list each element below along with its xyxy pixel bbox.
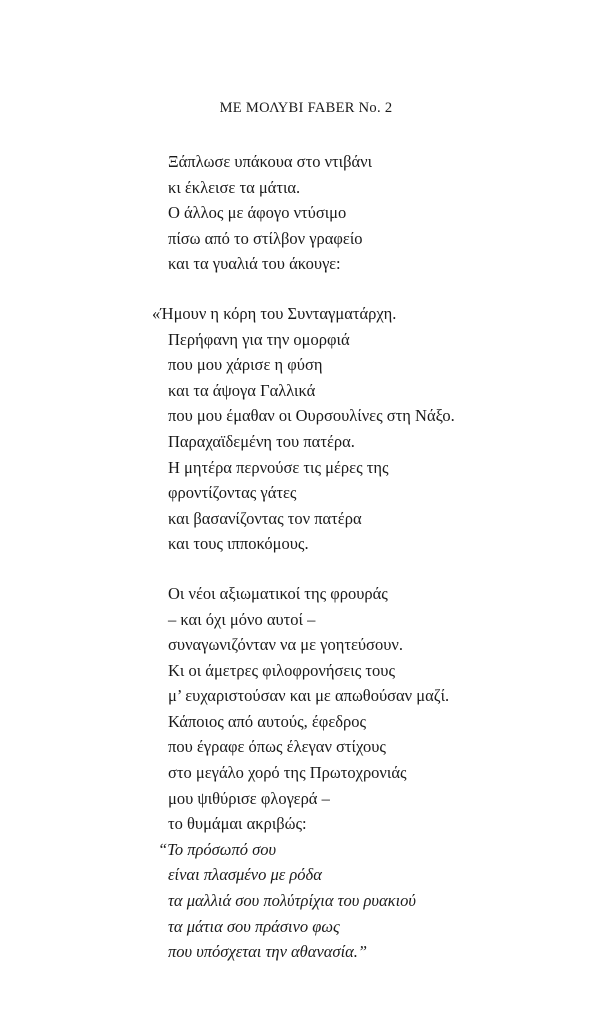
stanza-3 [0,581,612,965]
poem-line: «Ήμουν η κόρη του Συνταγματάρχη. [152,303,397,323]
poem-line: Ο άλλος με άφογο ντύσιμο [168,203,347,223]
poem-line-italic: “Το πρόσωπό σου [158,839,277,859]
poem-line: – και όχι μόνο αυτοί – [168,609,316,629]
poem-line: το θυμάμαι ακριβώς: [168,814,307,834]
poem-line: Περήφανη για την ομορφιά [168,329,350,349]
poem-line: πίσω από το στίλβον γραφείο [168,228,363,248]
poem-line: συναγωνιζόνταν να με γοητεύσουν. [168,635,403,655]
poem-line: και τα άψογα Γαλλικά [168,380,316,400]
poem-line: μ’ ευχαριστούσαν και με απωθούσαν μαζί. [168,686,450,706]
poem-line: στο μεγάλο χορό της Πρωτοχρονιάς [168,763,407,783]
poem-body [0,149,612,965]
poem-line: που έγραφε όπως έλεγαν στίχους [168,737,386,757]
poem-line: μου ψιθύρισε φλογερά – [168,788,330,808]
poem-line: που μου έμαθαν οι Ουρσουλίνες στη Νάξο. [168,406,455,426]
poem-line: κι έκλεισε τα μάτια. [168,177,301,197]
poem-line: και τα γυαλιά του άκουγε: [168,254,341,274]
poem-line: Κάποιος από αυτούς, έφεδρος [168,711,367,731]
poem-line: Παραχαϊδεμένη του πατέρα. [168,431,355,451]
poem-line: και βασανίζοντας τον πατέρα [168,508,362,528]
poem-line-italic: είναι πλασμένο με ρόδα [168,865,322,885]
poem-line: Κι οι άμετρες φιλοφρονήσεις τους [168,660,395,680]
poem-line: Οι νέοι αξιωματικοί της φρουράς [168,583,388,603]
poem-line-italic: που υπόσχεται την αθανασία.” [168,942,368,962]
poem-line: που μου χάρισε η φύση [168,355,323,375]
poem-title: ΜΕ ΜΟΛΥΒΙ FABER No. 2 [219,100,393,116]
poem-line: φροντίζοντας γάτες [168,483,297,503]
poem-line: Η μητέρα περνούσε τις μέρες της [168,457,389,477]
poem-line-italic: τα μαλλιά σου πολύτρίχια του ρυακιού [168,891,416,911]
stanza-2 [0,301,612,557]
poem-line: και τους ιπποκόμους. [168,534,309,554]
poem-line: Ξάπλωσε υπάκουα στο ντιβάνι [168,152,373,171]
stanza-1 [0,149,612,277]
poem-line-italic: τα μάτια σου πράσινο φως [168,916,340,936]
